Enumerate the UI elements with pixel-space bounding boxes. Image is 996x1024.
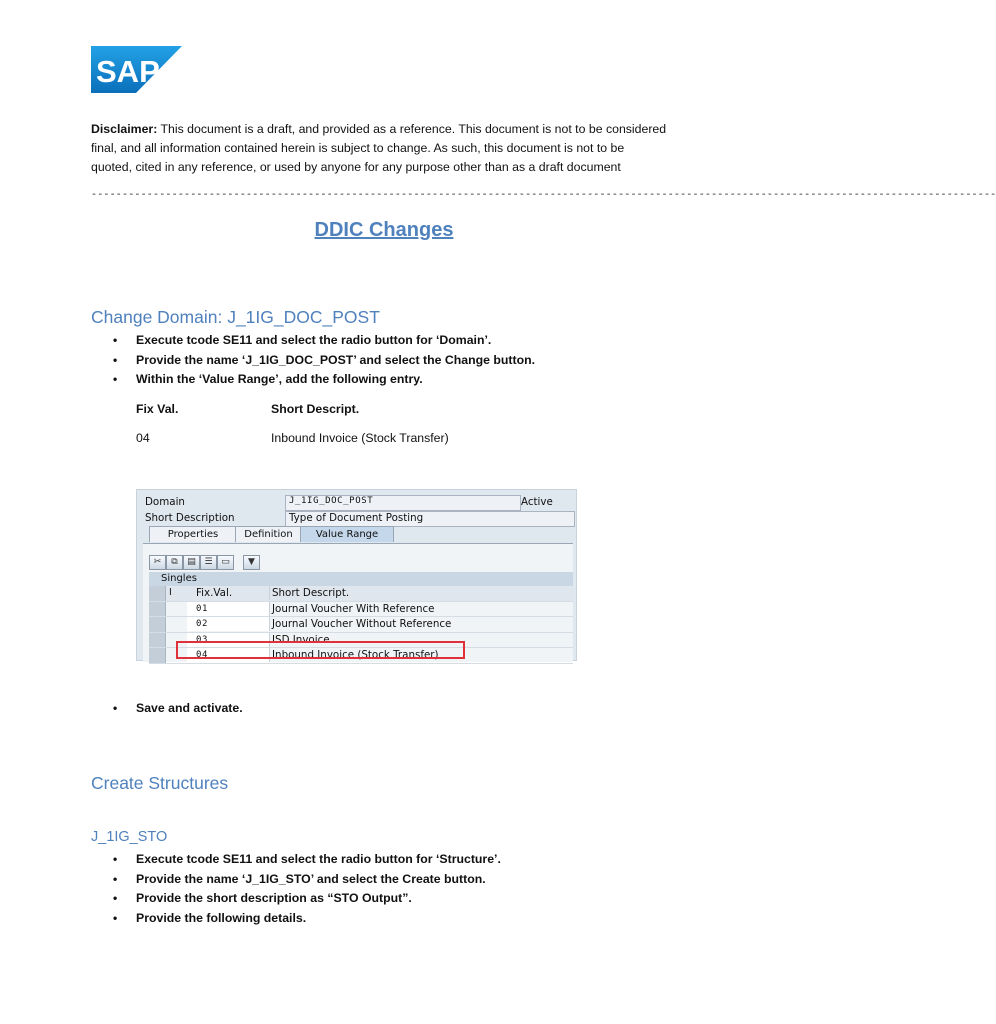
disclaimer-line-1: This document is a draft, and provided as a reference. This document is not to be considered	[160, 122, 667, 136]
domain-field[interactable]: J_1IG_DOC_POST	[285, 495, 521, 511]
short-description-field[interactable]: Type of Document Posting	[285, 511, 575, 527]
list-item: • Provide the name ‘J_1IG_STO’ and select the Create button.	[91, 870, 501, 890]
entry-value-fix-val: 04	[136, 431, 150, 445]
tab-properties[interactable]: Properties	[149, 526, 237, 542]
subsection-heading-j-1ig-sto: J_1IG_STO	[91, 829, 168, 845]
svg-text:SAP: SAP	[96, 54, 160, 89]
table-row[interactable]	[149, 602, 573, 618]
change-domain-steps	[91, 331, 535, 390]
disclaimer-label: Disclaimer:	[91, 122, 158, 136]
sap-logo	[91, 46, 182, 93]
section-heading-change-domain: Change Domain: J_1IG_DOC_POST	[91, 307, 380, 327]
list-item: • Provide the name ‘J_1IG_DOC_POST’ and select the Change button.	[91, 351, 535, 371]
tab-value-range[interactable]: Value Range	[300, 526, 394, 542]
short-descript-cell[interactable]: Journal Voucher With Reference	[272, 602, 435, 615]
table-header-row	[149, 586, 573, 602]
copy-icon[interactable]: ⧉	[166, 555, 183, 570]
disclaimer-line-2: final, and all information contained herein is subject to change. As such, this document is not to be	[91, 141, 625, 155]
separator-line: --------------------------------------------------------------------------------------------------------------------------------------------------	[91, 190, 996, 201]
row-selector[interactable]	[149, 602, 166, 617]
row-selector[interactable]	[149, 648, 166, 663]
select-all-cell[interactable]	[149, 586, 166, 601]
section-heading-create-structures: Create Structures	[91, 773, 229, 793]
row-selector[interactable]	[149, 633, 166, 648]
list-item: • Provide the following details.	[91, 909, 501, 929]
column-header-short-descript: Short Descript.	[272, 587, 350, 599]
short-description-label: Short Description	[145, 512, 235, 524]
entry-header-short-descript: Short Descript.	[271, 402, 360, 416]
domain-status: Active	[521, 496, 553, 508]
short-descript-cell[interactable]: ISD Invoice	[272, 633, 330, 646]
fix-val-cell[interactable]: 01	[187, 602, 270, 616]
disclaimer	[91, 120, 691, 177]
entry-value-short-descript: Inbound Invoice (Stock Transfer)	[271, 431, 449, 445]
list-item: • Provide the short description as “STO Output”.	[91, 889, 501, 909]
sap-domain-screenshot	[136, 489, 577, 661]
row-selector[interactable]	[149, 617, 166, 632]
short-descript-cell[interactable]: Inbound Invoice (Stock Transfer)	[272, 649, 439, 661]
new-entry-highlight-box	[176, 641, 465, 659]
disclaimer-line-3: quoted, cited in any reference, or used by anyone for any purpose other than as a draft document	[91, 160, 621, 174]
entry-header-fix-val: Fix Val.	[136, 402, 179, 416]
tab-definition[interactable]: Definition	[235, 526, 302, 542]
delete-row-icon[interactable]: ▭	[217, 555, 234, 570]
fix-val-cell[interactable]: 02	[187, 617, 270, 631]
create-structure-steps	[91, 850, 501, 928]
column-header-i: I	[169, 587, 172, 598]
list-item: • Execute tcode SE11 and select the radio button for ‘Structure’.	[91, 850, 501, 870]
table-row[interactable]	[149, 617, 573, 633]
short-descript-cell[interactable]: Journal Voucher Without Reference	[272, 618, 452, 630]
singles-header: Singles	[149, 572, 573, 586]
save-step	[91, 699, 243, 719]
document-title: DDIC Changes	[314, 219, 454, 241]
list-item: • Save and activate.	[91, 699, 243, 719]
domain-label: Domain	[145, 496, 185, 508]
fix-val-cell[interactable]: 04	[187, 648, 270, 662]
domain-row	[137, 495, 576, 511]
insert-row-icon[interactable]: ☰	[200, 555, 217, 570]
filter-icon[interactable]: ▼	[243, 555, 260, 570]
list-item: • Execute tcode SE11 and select the radio button for ‘Domain’.	[91, 331, 535, 351]
paste-icon[interactable]: ▤	[183, 555, 200, 570]
tab-strip	[143, 526, 573, 544]
column-header-fix-val: Fix.Val.	[187, 586, 270, 600]
short-description-row	[137, 511, 576, 527]
fix-val-cell[interactable]: 03	[187, 633, 270, 647]
cut-icon[interactable]: ✂	[149, 555, 166, 570]
list-item: • Within the ‘Value Range’, add the following entry.	[91, 370, 535, 390]
